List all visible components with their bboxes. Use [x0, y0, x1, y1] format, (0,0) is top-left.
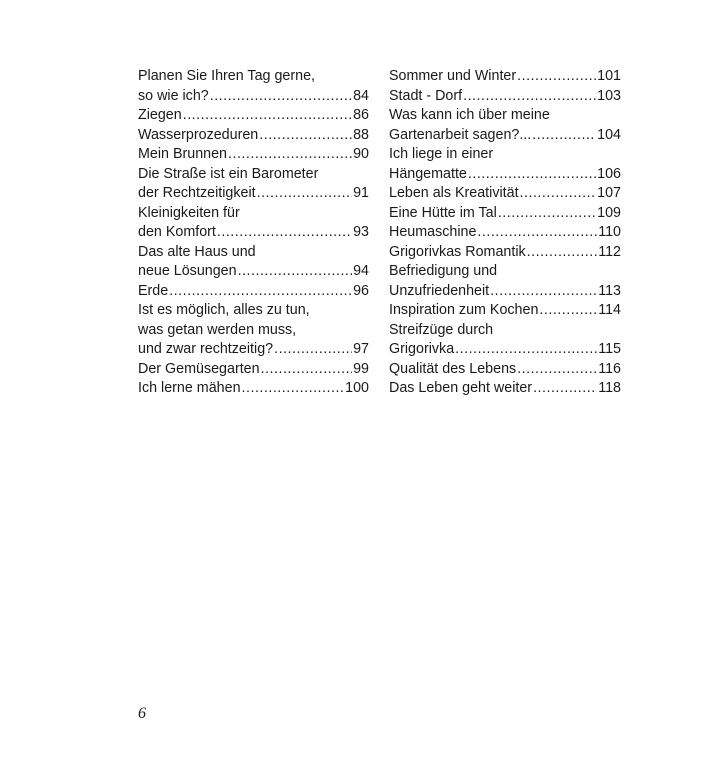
toc-line	[389, 243, 621, 263]
toc-entry	[389, 87, 621, 107]
toc-entry	[389, 321, 621, 360]
toc-line	[138, 145, 369, 165]
dot-leader	[517, 360, 597, 380]
toc-entry	[138, 360, 369, 380]
toc-page-number: 104	[597, 126, 621, 143]
dot-leader	[274, 340, 352, 360]
toc-line	[389, 262, 621, 282]
toc-page-number: 97	[353, 341, 369, 357]
toc-entry-title: Wasserprozeduren	[138, 126, 259, 143]
dot-leader	[210, 87, 352, 107]
toc-line	[389, 87, 621, 107]
toc-page-number: 103	[597, 87, 621, 104]
toc-page-number: 109	[597, 204, 621, 221]
dot-leader	[463, 87, 596, 107]
toc-page-number: 116	[598, 360, 621, 377]
toc-line	[138, 184, 369, 204]
dot-leader	[490, 282, 597, 302]
toc-page-number: 88	[353, 126, 369, 143]
toc-page-number: 115	[598, 341, 621, 357]
dot-leader	[238, 262, 353, 282]
toc-page-number: 110	[598, 224, 621, 240]
dot-leader	[257, 184, 352, 204]
dot-leader	[228, 145, 352, 165]
toc-page-number: 93	[353, 224, 369, 240]
toc-line	[389, 165, 621, 185]
toc-page-number: 91	[353, 185, 369, 201]
toc-entry	[389, 360, 621, 380]
toc-entry	[389, 184, 621, 204]
dot-leader	[532, 126, 596, 146]
toc-entry-title: Kleinigkeiten für	[138, 204, 240, 221]
dot-leader	[539, 301, 597, 321]
toc-entry-title: Ich lerne mähen	[138, 380, 241, 396]
toc-entry-title: Hängematte	[389, 165, 467, 182]
toc-line	[389, 223, 621, 243]
toc-entry	[389, 262, 621, 301]
toc-entry	[138, 282, 369, 302]
toc-page-number: 101	[597, 68, 621, 84]
toc-entry-title: den Komfort	[138, 224, 216, 240]
toc-page-number: 99	[353, 360, 369, 377]
toc-page-number: 106	[597, 165, 621, 182]
toc-entry-title: Ziegen	[138, 107, 182, 123]
toc-entry-title: Die Straße ist ein Barometer	[138, 165, 319, 182]
toc-page-number: 112	[598, 243, 621, 260]
toc-line	[389, 204, 621, 224]
toc-entry	[138, 165, 369, 204]
toc-page-number: 96	[353, 282, 369, 299]
toc-entry	[389, 379, 621, 399]
toc-line	[138, 165, 369, 185]
toc-entry	[138, 243, 369, 282]
toc-entry-title: Grigorivka	[389, 341, 455, 357]
toc-line	[138, 204, 369, 224]
toc-entry	[389, 145, 621, 184]
toc-line	[138, 301, 369, 321]
toc-line	[389, 340, 621, 360]
toc-line	[138, 126, 369, 146]
toc-entry	[138, 126, 369, 146]
toc-entry-title: Stadt - Dorf	[389, 87, 463, 104]
toc-entry	[138, 67, 369, 106]
toc-entry-title: Inspiration zum Kochen	[389, 302, 539, 318]
toc-entry-title: Was kann ich über meine	[389, 107, 550, 123]
toc-line	[138, 282, 369, 302]
toc-line	[138, 262, 369, 282]
toc-page-number: 84	[353, 87, 369, 104]
toc-entry	[389, 106, 621, 145]
toc-entry	[389, 301, 621, 321]
toc-page-number: 100	[345, 380, 369, 396]
toc-entry-title: Eine Hütte im Tal	[389, 204, 497, 221]
toc-entry-title: Ist es möglich, alles zu tun,	[138, 302, 310, 318]
toc-column-left	[138, 67, 369, 399]
toc-line	[138, 321, 369, 341]
toc-line	[389, 379, 621, 399]
dot-leader	[520, 184, 597, 204]
toc-entry-title: Ich liege in einer	[389, 146, 494, 162]
dot-leader	[183, 106, 352, 126]
toc-line	[138, 243, 369, 263]
toc-line	[138, 360, 369, 380]
dot-leader	[527, 243, 598, 263]
toc-page-number: 86	[353, 107, 369, 123]
toc-entry-title: Grigorivkas Romantik	[389, 243, 526, 260]
toc-line	[389, 301, 621, 321]
toc-page-number: 94	[353, 263, 369, 279]
toc-line	[389, 282, 621, 302]
toc-entry	[389, 223, 621, 243]
toc-entry-title: Befriedigung und	[389, 263, 498, 279]
toc-entry-title: Planen Sie Ihren Tag gerne,	[138, 68, 315, 84]
dot-leader	[259, 126, 352, 146]
toc-entry	[138, 145, 369, 165]
toc-entry-title: und zwar rechtzeitig?	[138, 341, 274, 357]
toc-entry	[389, 204, 621, 224]
toc-column-right	[389, 67, 621, 399]
toc-entry-title: Leben als Kreativität	[389, 185, 519, 201]
dot-leader	[261, 360, 353, 380]
page-number: 6	[138, 705, 146, 722]
dot-leader	[169, 282, 352, 302]
toc-line	[138, 340, 369, 360]
toc-entry	[138, 379, 369, 399]
toc-entry	[389, 243, 621, 263]
dot-leader	[217, 223, 352, 243]
toc-entry-title: Erde	[138, 282, 169, 299]
toc-entry-title: Mein Brunnen	[138, 146, 228, 162]
toc-line	[389, 321, 621, 341]
toc-line	[138, 67, 369, 87]
toc-page-number: 90	[353, 146, 369, 162]
toc-entry	[138, 301, 369, 360]
toc-entry-title: Streifzüge durch	[389, 321, 494, 338]
toc-line	[389, 360, 621, 380]
toc-line	[389, 106, 621, 126]
toc-line	[389, 126, 621, 146]
toc-entry	[138, 204, 369, 243]
toc-line	[138, 87, 369, 107]
dot-leader	[498, 204, 596, 224]
toc-entry-title: Qualität des Lebens	[389, 360, 517, 377]
toc-entry	[389, 67, 621, 87]
toc-entry-title: so wie ich?	[138, 87, 209, 104]
toc-entry-title: neue Lösungen	[138, 263, 237, 279]
dot-leader	[477, 223, 597, 243]
toc-entry-title: Der Gemüsegarten	[138, 360, 260, 377]
dot-leader	[242, 379, 345, 399]
toc-entry-title: was getan werden muss,	[138, 321, 297, 338]
toc-entry-title: Das alte Haus und	[138, 243, 256, 260]
toc-line	[389, 145, 621, 165]
toc-line	[138, 106, 369, 126]
toc-line	[389, 67, 621, 87]
toc-entry-title: der Rechtzeitigkeit	[138, 185, 256, 201]
dot-leader	[468, 165, 596, 185]
dot-leader	[517, 67, 596, 87]
toc-page-number: 114	[598, 302, 621, 318]
toc-entry-title: Sommer und Winter	[389, 68, 517, 84]
dot-leader	[455, 340, 597, 360]
toc-entry-title: Gartenarbeit sagen?...	[389, 126, 532, 143]
toc-entry	[138, 106, 369, 126]
toc-page-number: 113	[598, 282, 621, 299]
toc-line	[389, 184, 621, 204]
dot-leader	[533, 379, 597, 399]
toc-line	[138, 379, 369, 399]
toc-page-number: 107	[597, 185, 621, 201]
toc-entry-title: Heumaschine	[389, 224, 477, 240]
toc-line	[138, 223, 369, 243]
toc-page-number: 118	[598, 380, 621, 396]
toc-entry-title: Das Leben geht weiter	[389, 380, 533, 396]
toc-entry-title: Unzufriedenheit	[389, 282, 490, 299]
